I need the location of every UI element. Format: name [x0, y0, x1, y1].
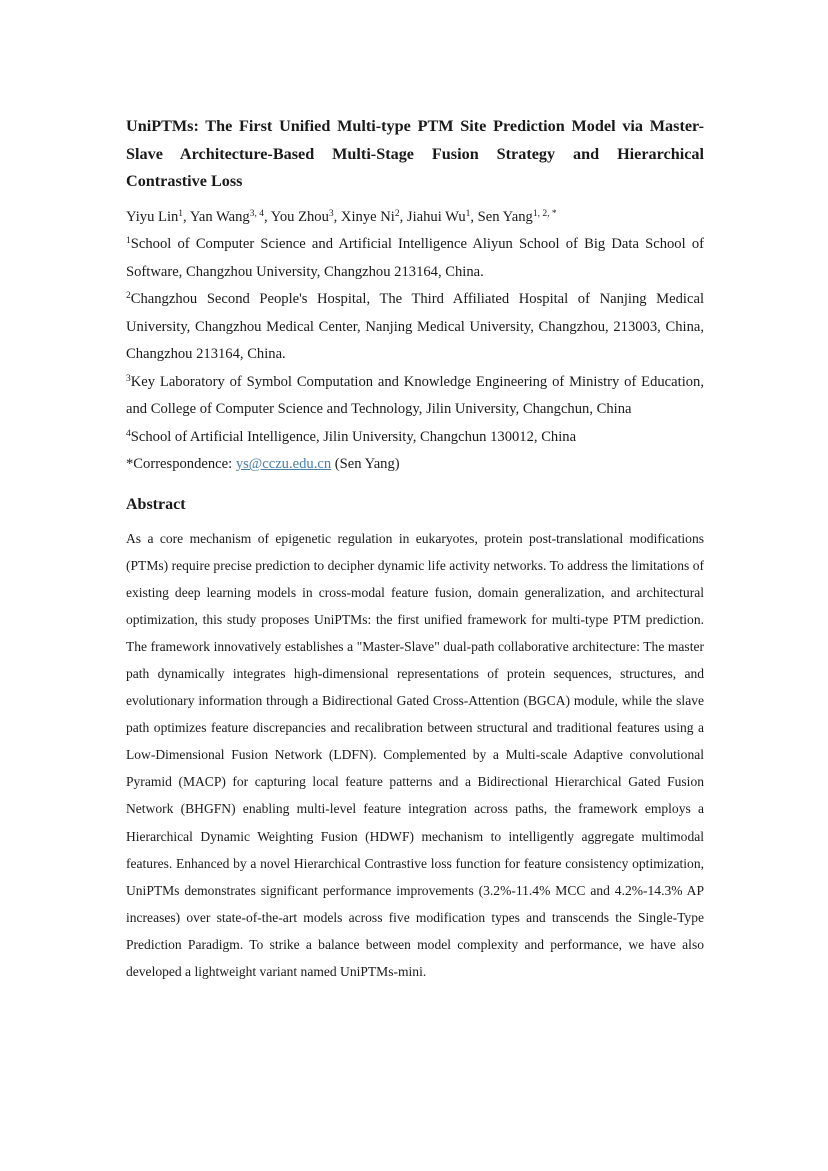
correspondence-email-link[interactable]: ys@cczu.edu.cn [235, 456, 332, 472]
author-list [126, 204, 704, 232]
abstract-heading: Abstract [126, 495, 186, 513]
paper-title: UniPTMs: The First Unified Multi-type PTM Site Prediction Model via Master-Slave Architecture-Based Multi-Stage Fusion Strategy and Hierarchical Contrastive Loss [126, 117, 704, 190]
paper-page [126, 113, 704, 985]
author: Jiahui Wu$^1$, [406, 208, 478, 225]
affiliation-4: $^4$School of Artificial Intelligence, Jilin University, Changchun 130012, China [126, 428, 577, 445]
affiliation-2: $^2$Changzhou Second People's Hospital, The Third Affiliated Hospital of Nanjing Medical University, Changzhou Medical Center, Nanjing Medical University, Changzhou, 213003, China, Changzhou 213164, China. [126, 291, 704, 362]
abstract-text: As a core mechanism of epigenetic regulation in eukaryotes, protein post-translational modifications (PTMs) require precise prediction to decipher dynamic life activity networks. To address the limitations of existing deep learning models in cross-modal feature fusion, domain generalization, and architectural optimization, this study proposes UniPTMs: the first unified framework for multi-type PTM prediction. The framework innovatively establishes a "Master-Slave" dual-path collaborative architecture: The master path dynamically integrates high-dimensional representations of protein sequences, structures, and evolutionary information through a Bidirectional Gated Cross-Attention (BGCA) module, while the slave path optimizes feature discrepancies and recalibration between structural and traditional features using a Low-Dimensional Fusion Network (LDFN). Complemented by a Multi-scale Adaptive convolutional Pyramid (MACP) for capturing local feature patterns and a Bidirectional Hierarchical Gated Fusion Network (BHGFN) enabling multi-level feature integration across paths, the framework employs a Hierarchical Dynamic Weighting Fusion (HDWF) mechanism to intelligently aggregate multimodal features. Enhanced by a novel Hierarchical Contrastive loss function for feature consistency optimization, UniPTMs demonstrates significant performance improvements (3.2%-11.4% MCC and 4.2%-14.3% AP increases) over state-of-the-art models across five modification types and transcends the Single-Type Prediction Paradigm. To strike a balance between model complexity and performance, we have also developed a lightweight variant named UniPTMs-mini. [126, 530, 704, 979]
author: Yan Wang$^{3, 4}$, [189, 208, 271, 225]
author: Xinye Ni$^2$, [340, 208, 407, 225]
author: Sen Yang$^{1, 2, *}$ [477, 208, 557, 225]
affiliation-1: $^1$School of Computer Science and Artificial Intelligence Aliyun School of Big Data School of Software, Changzhou University, Changzhou 213164, China. [126, 236, 704, 280]
affiliation-3: $^3$Key Laboratory of Symbol Computation and Knowledge Engineering of Ministry of Education, and College of Computer Science and Technology, Jilin University, Changchun, China [126, 373, 704, 417]
correspondence: *Correspondence: ys@cczu.edu.cn (Sen Yang) [126, 456, 400, 472]
author: Yiyu Lin$^1$, [126, 208, 190, 225]
author: You Zhou$^3$, [270, 208, 341, 225]
